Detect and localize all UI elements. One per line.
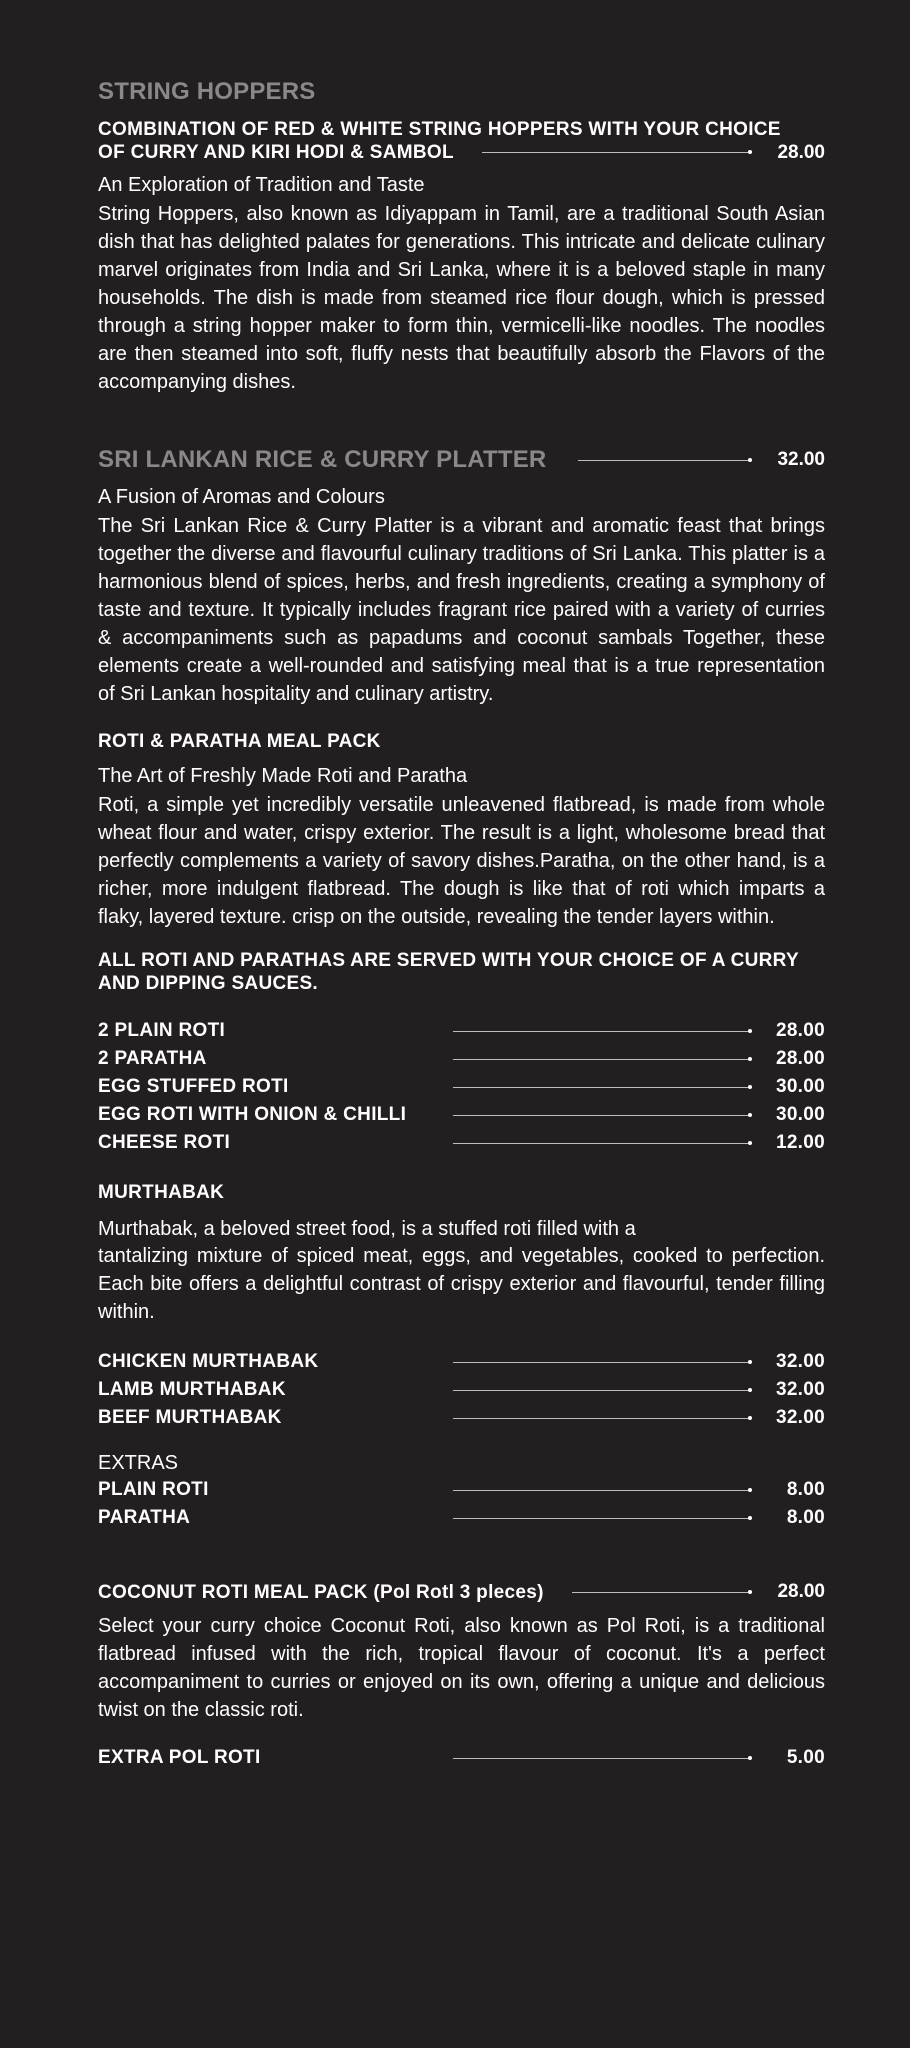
leader-line xyxy=(453,1031,750,1032)
menu-item-row xyxy=(98,1101,825,1129)
menu-item-row xyxy=(98,1476,825,1504)
rice-curry-subtitle: A Fusion of Aromas and Colours xyxy=(98,486,385,508)
leader-line xyxy=(453,1115,750,1116)
menu-item-price: 8.00 xyxy=(786,1507,825,1528)
menu-item-price: 32.00 xyxy=(775,1379,825,1400)
coconut-roti-description: Select your curry choice Coconut Roti, also known as Pol Roti, is a traditional flatbread infused with the rich, tropical flavour of coconut. It's a perfect accompaniment to curries or enjoyed on its own, offering a unique and delicious twist on the classic roti. xyxy=(98,1615,825,1721)
string-hoppers-combo-line2: OF CURRY AND KIRI HODI & SAMBOL xyxy=(98,142,454,163)
menu-item-row xyxy=(98,1073,825,1101)
leader-line xyxy=(453,1418,750,1419)
menu-item-row xyxy=(98,1404,825,1432)
coconut-roti-row xyxy=(98,1578,825,1606)
menu-item-price: 30.00 xyxy=(775,1076,825,1097)
murthabak-desc-line1: Murthabak, a beloved street food, is a stuffed roti filled with a xyxy=(98,1218,636,1240)
menu-item-price: 32.00 xyxy=(775,1407,825,1428)
menu-item-row xyxy=(98,1017,825,1045)
menu-item-name: 2 PLAIN ROTI xyxy=(98,1020,226,1041)
leader-line xyxy=(453,1143,750,1144)
leader-line xyxy=(453,1087,750,1088)
menu-content xyxy=(98,78,825,1772)
menu-item-name: PLAIN ROTI xyxy=(98,1479,209,1500)
leader-line xyxy=(453,1758,750,1759)
menu-item-row xyxy=(98,1376,825,1404)
menu-item-name: BEEF MURTHABAK xyxy=(98,1407,282,1428)
leader-line xyxy=(482,152,750,153)
roti-description: Roti, a simple yet incredibly versatile unleavened flatbread, is made from whole wheat flour and water, crispy exterior. The result is a light, wholesome bread that perfectly complements a variety of savory dishes.Paratha, on the other hand, is a richer, more indulgent flatbread. The dough is like that of roti which imparts a flaky, layered texture. crisp on the outside, revealing the tender layers within. xyxy=(98,794,825,928)
menu-item-price: 12.00 xyxy=(775,1132,825,1153)
rice-curry-row xyxy=(98,446,825,474)
string-hoppers-price: 28.00 xyxy=(777,141,825,163)
murthabak-description: tantalizing mixture of spiced meat, eggs, and vegetables, cooked to perfection. Each bite offers a delightful contrast of crispy exterior and flavourful, tender filling within. xyxy=(98,1245,825,1323)
leader-line xyxy=(572,1592,750,1593)
menu-item-price: 32.00 xyxy=(775,1351,825,1372)
string-hoppers-description: String Hoppers, also known as Idiyappam in Tamil, are a traditional South Asian dish that has delighted palates for generations. This intricate and delicate culinary marvel originates from India and Sri Lanka, where it is a beloved staple in many households. The dish is made from steamed rice flour dough, which is pressed through a string hopper maker to form thin, vermicelli-like noodles. The noodles are then steamed into soft, fluffy nests that beautifully absorb the Flavors of the accompanying dishes. xyxy=(98,203,825,393)
leader-line xyxy=(453,1362,750,1363)
menu-item-name: CHICKEN MURTHABAK xyxy=(98,1351,319,1372)
menu-item-name: EXTRA POL ROTI xyxy=(98,1747,261,1768)
roti-note-line1: ALL ROTI AND PARATHAS ARE SERVED WITH YOUR CHOICE OF A CURRY xyxy=(98,950,799,971)
menu-item-row xyxy=(98,1129,825,1157)
menu-item-name: LAMB MURTHABAK xyxy=(98,1379,286,1400)
menu-item-name: CHEESE ROTI xyxy=(98,1132,231,1153)
menu-item-row xyxy=(98,1348,825,1376)
coconut-roti-heading: COCONUT ROTI MEAL PACK (Pol Rotl 3 pleces) xyxy=(98,1581,544,1603)
leader-line xyxy=(453,1490,750,1491)
rice-curry-heading: SRI LANKAN RICE & CURRY PLATTER xyxy=(98,446,547,473)
rice-curry-description: The Sri Lankan Rice & Curry Platter is a vibrant and aromatic feast that brings together the diverse and flavourful culinary traditions of Sri Lanka. This platter is a harmonious blend of spices, herbs, and fresh ingredients, creating a symphony of taste and texture. It typically includes fragrant rice paired with a variety of curries & accompaniments such as papadums and coconut sambals Together, these elements create a well-rounded and satisfying meal that is a true representation of Sri Lankan hospitality and culinary artistry. xyxy=(98,515,825,705)
leader-line xyxy=(453,1059,750,1060)
roti-subtitle: The Art of Freshly Made Roti and Paratha xyxy=(98,765,468,787)
menu-item-name: EGG STUFFED ROTI xyxy=(98,1076,289,1097)
rice-curry-price: 32.00 xyxy=(777,449,825,470)
murthabak-items-list xyxy=(98,1348,825,1432)
string-hoppers-subtitle: An Exploration of Tradition and Taste xyxy=(98,174,425,196)
roti-heading: ROTI & PARATHA MEAL PACK xyxy=(98,731,381,752)
leader-line xyxy=(453,1390,750,1391)
coconut-roti-price: 28.00 xyxy=(777,1581,825,1602)
menu-item-row xyxy=(98,1504,825,1532)
string-hoppers-heading: STRING HOPPERS xyxy=(98,78,316,105)
leader-line xyxy=(578,460,750,461)
menu-item-name: 2 PARATHA xyxy=(98,1048,207,1069)
menu-item-row xyxy=(98,1744,825,1772)
menu-item-price: 28.00 xyxy=(775,1048,825,1069)
roti-items-list xyxy=(98,1017,825,1157)
murthabak-heading: MURTHABAK xyxy=(98,1182,225,1203)
menu-item-price: 8.00 xyxy=(786,1479,825,1500)
menu-item-name: PARATHA xyxy=(98,1507,191,1528)
extras-items-list xyxy=(98,1476,825,1532)
extras-heading: EXTRAS xyxy=(98,1452,179,1474)
leader-line xyxy=(453,1518,750,1519)
menu-item-price: 5.00 xyxy=(786,1747,825,1768)
menu-item-name: EGG ROTI WITH ONION & CHILLI xyxy=(98,1104,407,1125)
roti-note-line2: AND DIPPING SAUCES. xyxy=(98,973,319,994)
menu-item-price: 28.00 xyxy=(775,1020,825,1041)
string-hoppers-combo-row xyxy=(98,141,825,164)
menu-item-row xyxy=(98,1045,825,1073)
string-hoppers-combo-line1: COMBINATION OF RED & WHITE STRING HOPPERS WITH YOUR CHOICE xyxy=(98,119,781,140)
coconut-extra-list xyxy=(98,1744,825,1772)
menu-item-price: 30.00 xyxy=(775,1104,825,1125)
